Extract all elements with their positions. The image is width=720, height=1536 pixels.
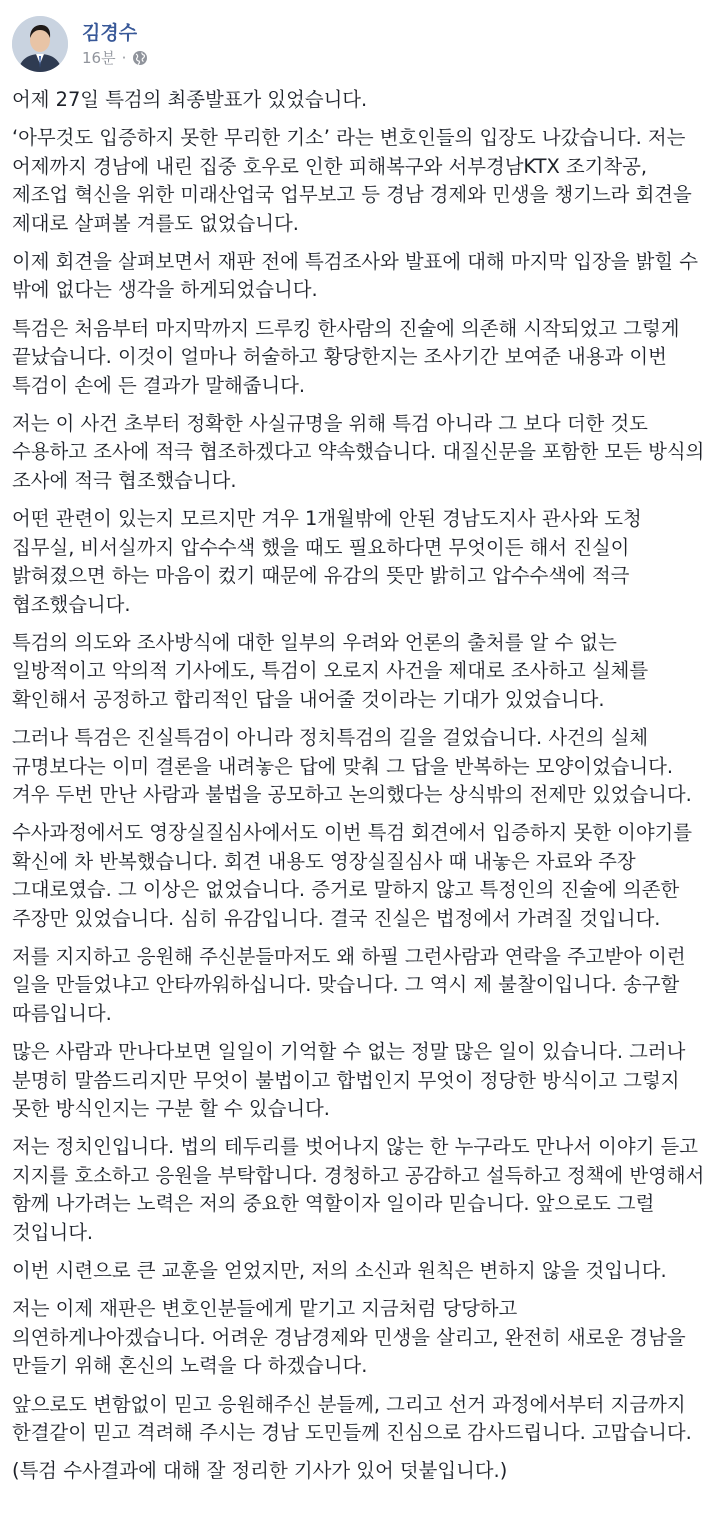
post-paragraph: (특검 수사결과에 대해 잘 정리한 기사가 있어 덧붙입니다.) — [12, 1459, 508, 1483]
post-paragraph: 그러나 특검은 진실특검이 아니라 정치특검의 길을 걸었습니다. 사건의 실체 규명보다는 이미 결론을 내려놓은 답에 맞춰 그 답을 반복하는 모양이었습니다. 겨우 두번 만난 사람과 불법을 공모하고 논의했다는 상식밖의 전제만 있었습니다. — [12, 726, 692, 806]
post-paragraph: 저는 정치인입니다. 법의 테두리를 벗어나지 않는 한 누구라도 만나서 이야기 듣고 지지를 호소하고 응원을 부탁합니다. 경청하고 공감하고 설득하고 정책에 반영해서 함께 나가려는 노력은 저의 중요한 역할이자 일이라 믿습니다. 앞으로도 그럴 것입니다. — [12, 1135, 705, 1244]
post-paragraph: 앞으로도 변함없이 믿고 응원해주신 분들께, 그리고 선거 과정에서부터 지금까지 한결같이 믿고 격려해 주시는 경남 도민들께 진심으로 감사드립니다. 고맙습니다. — [12, 1392, 692, 1445]
post-header — [12, 12, 148, 76]
post-body — [12, 86, 708, 1496]
post-paragraph: 이제 회견을 살펴보면서 재판 전에 특검조사와 발표에 대해 마지막 입장을 밝힐 수 밖에 없다는 생각을 하게되었습니다. — [12, 250, 698, 302]
post-paragraph: 저는 이 사건 초부터 정확한 사실규명을 위해 특검 아니라 그 보다 더한 것도 수용하고 조사에 적극 협조하겠다고 약속했습니다. 대질신문을 포함한 모든 방식의 조사에 적극 협조했습니다. — [12, 412, 705, 492]
post-paragraph: 특검의 의도와 조사방식에 대한 일부의 우려와 언론의 출처를 알 수 없는 일방적이고 악의적 기사에도, 특검이 오로지 사건을 제대로 조사하고 실체를 확인해서 공정하고 합리적인 답을 내어줄 것이라는 기대가 있었습니다. — [12, 630, 649, 711]
post-paragraph: 저는 이제 재판은 변호인분들에게 맡기고 지금처럼 당당하고 의연하게나아겠습니다. 어려운 경남경제와 민생을 살리고, 완전히 새로운 경남을 만들기 위해 혼신의 노력을 다 하겠습니다. — [12, 1297, 686, 1378]
avatar[interactable] — [12, 16, 68, 72]
meta-separator: · — [121, 49, 127, 67]
post-paragraph: ‘아무것도 입증하지 못한 무리한 기소’ 라는 변호인들의 입장도 나갔습니다. 저는 어제까지 경남에 내린 집중 호우로 인한 피해복구와 서부경남KTX 조기착공, 제조업 혁신을 위한 미래산업국 업무보고 등 경남 경제와 민생을 챙기느라 회견을 제대로 살펴볼 겨를도 없었습니다. — [12, 126, 692, 235]
post-paragraph: 어떤 관련이 있는지 모르지만 겨우 1개월밖에 안된 경남도지사 관사와 도청 집무실, 비서실까지 압수수색 했을 때도 필요하다면 무엇이든 해서 진실이 밝혀졌으면 하는 마음이 컸기 때문에 유감의 뜻만 밝히고 압수수색에 적극 협조했습니다. — [12, 507, 642, 616]
post-paragraph: 많은 사람과 만나다보면 일일이 기억할 수 없는 정말 많은 일이 있습니다. 그러나 분명히 말씀드리지만 무엇이 불법이고 합법인지 무엇이 정당한 방식이고 그렇지 못한 방식인지는 구분 할 수 있습니다. — [12, 1040, 686, 1120]
post-timestamp[interactable]: 16분 — [82, 49, 116, 67]
post-subtitle — [82, 48, 148, 68]
post-meta — [82, 20, 148, 68]
avatar-portrait-icon — [12, 16, 68, 72]
author-name[interactable]: 김경수 — [82, 22, 138, 44]
post-paragraph: 수사과정에서도 영장실질심사에서도 이번 특검 회견에서 입증하지 못한 이야기를 확신에 차 반복했습니다. 회견 내용도 영장실질심사 때 내놓은 자료와 주장 그대로였습. 그 이상은 없었습니다. 증거로 말하지 않고 특정인의 진술에 의존한 주장만 있었습니다. 심히 유감입니다. 결국 진실은 법정에서 가려질 것입니다. — [12, 821, 693, 930]
post-paragraph: 특검은 처음부터 마지막까지 드루킹 한사람의 진술에 의존해 시작되었고 그렇게 끝났습니다. 이것이 얼마나 허술하고 황당한지는 조사기간 보여준 내용과 이번 특검이 손에 든 결과가 말해줍니다. — [12, 316, 680, 397]
post-paragraph: 어제 27일 특검의 최종발표가 있었습니다. — [12, 88, 368, 111]
globe-icon[interactable] — [132, 50, 148, 66]
post-paragraph: 이번 시련으로 큰 교훈을 얻었지만, 저의 소신과 원칙은 변하지 않을 것입니다. — [12, 1259, 667, 1283]
post-paragraph: 저를 지지하고 응원해 주신분들마저도 왜 하필 그런사람과 연락을 주고받아 이런 일을 만들었냐고 안타까워하십니다. 맞습니다. 그 역시 제 불찰이입니다. 송구할 따름입니다. — [12, 944, 686, 1025]
